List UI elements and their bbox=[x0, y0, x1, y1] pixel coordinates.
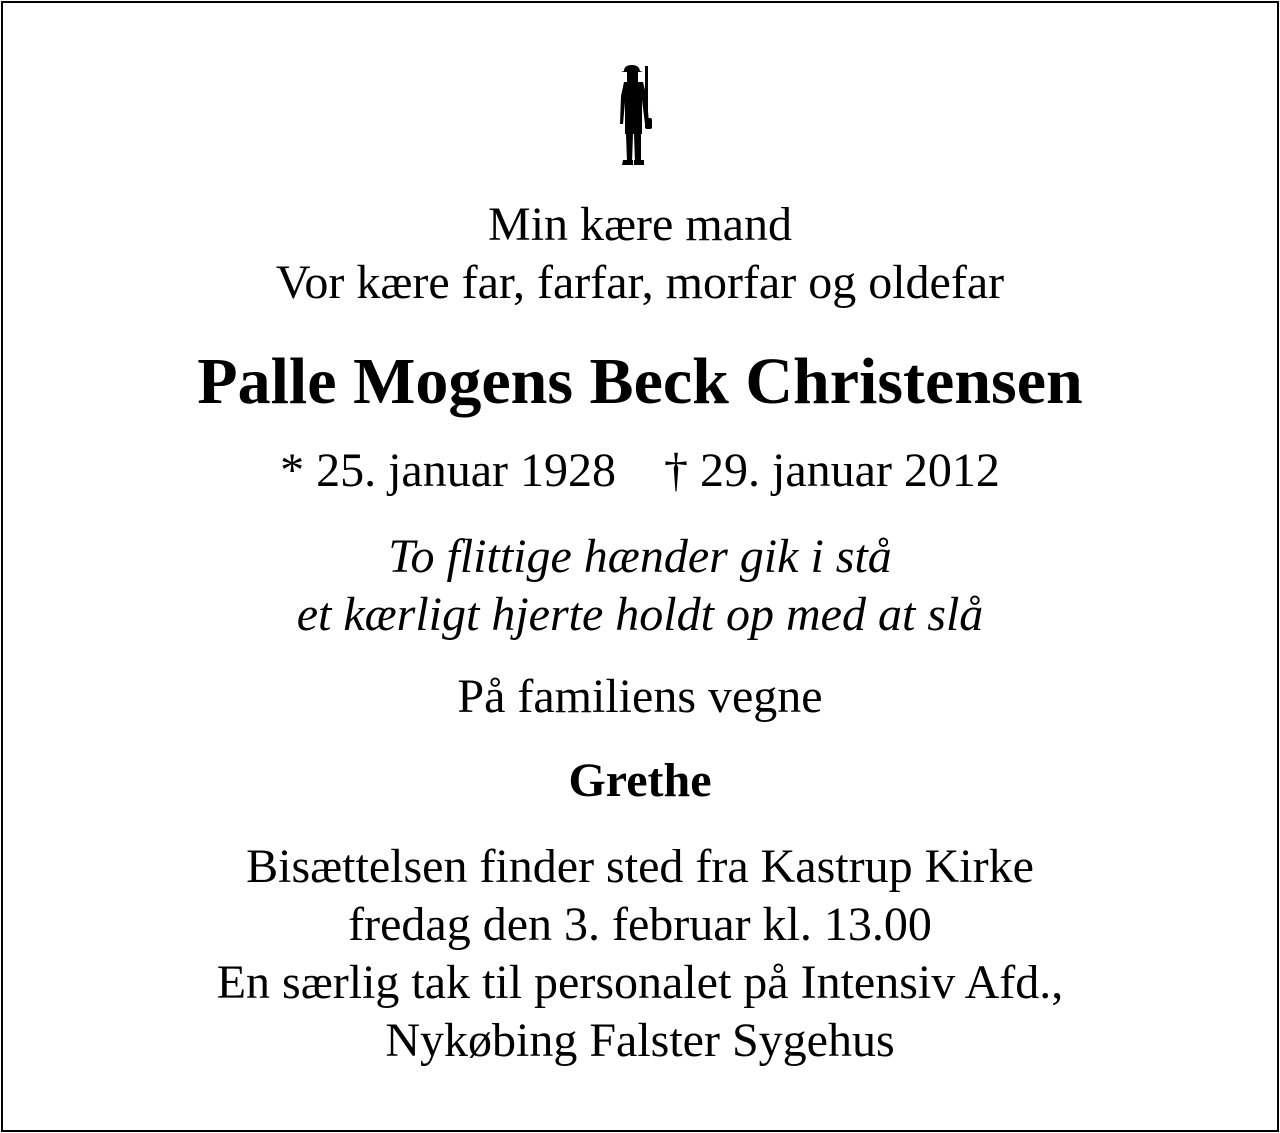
signature: Grethe bbox=[568, 754, 712, 807]
birth-date: * 25. januar 1928 bbox=[280, 444, 616, 497]
death-date: † 29. januar 2012 bbox=[664, 444, 1000, 497]
deceased-name: Palle Mogens Beck Christensen bbox=[197, 345, 1083, 418]
intro-line-1: Min kære mand bbox=[488, 198, 792, 251]
life-dates bbox=[0, 442, 1280, 500]
thanks-line-2: Nykøbing Falster Sygehus bbox=[385, 1014, 895, 1067]
intro-line-2: Vor kære far, farfar, morfar og oldefar bbox=[275, 256, 1005, 309]
thanks-line-1: En særlig tak til personalet på Intensiv Afd., bbox=[216, 956, 1064, 1009]
verse-line-2: et kærligt hjerte holdt op med at slå bbox=[296, 588, 984, 641]
verse-line-1: To flittige hænder gik i stå bbox=[388, 530, 892, 583]
on-behalf-text: På familiens vegne bbox=[457, 670, 823, 723]
funeral-line-1: Bisættelsen finder sted fra Kastrup Kirke bbox=[246, 840, 1034, 893]
funeral-line-2: fredag den 3. februar kl. 13.00 bbox=[348, 898, 932, 951]
soldier-silhouette-icon bbox=[612, 62, 664, 166]
